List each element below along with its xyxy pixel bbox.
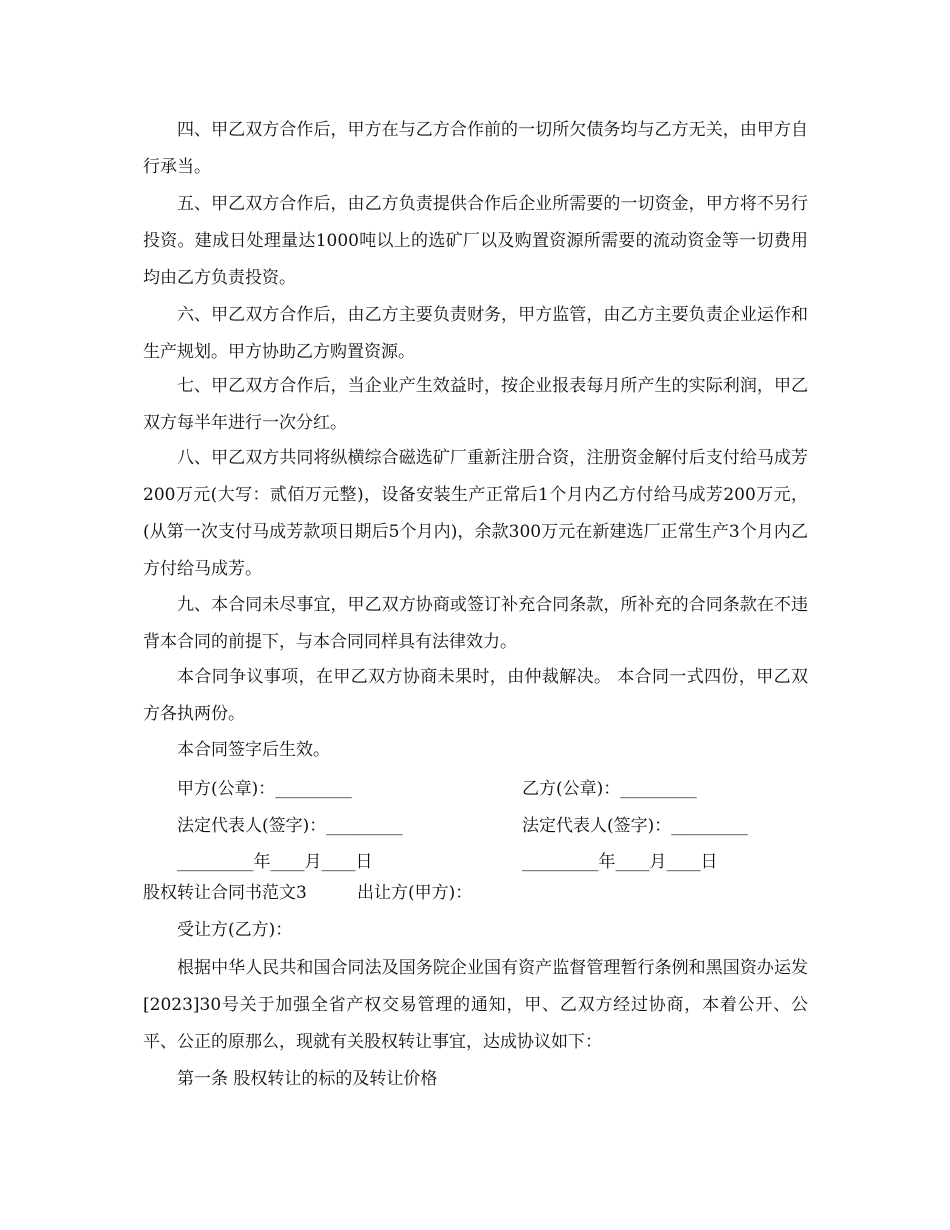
clause-eight: 八、甲乙双方共同将纵横综合磁选矿厂重新注册合资，注册资金解付后支付给马成芳200万元(大写：贰佰万元整)，设备安装生产正常后1个月内乙方付给马成芳200万元，(从第一次支付马成芳款项日期后5个月内)，余款300万元在新建选厂正常生产3个月内乙方付给马成芳。 bbox=[143, 448, 808, 579]
clause-four: 四、甲乙双方合作后，甲方在与乙方合作前的一切所欠债务均与乙方无关，由甲方自行承当。 bbox=[143, 120, 808, 177]
party-b-date-field: _________年____月____日 bbox=[522, 852, 718, 872]
party-a-seal-field: 甲方(公章)：_________ bbox=[177, 779, 352, 799]
transferor-label: 出让方(甲方)： bbox=[357, 883, 473, 903]
party-a-date-field: _________年____月____日 bbox=[177, 852, 373, 872]
party-b-representative-field: 法定代表人(签字)：_________ bbox=[522, 816, 748, 836]
sample-title: 股权转让合同书范文3 bbox=[143, 883, 307, 903]
dispute-clause: 本合同争议事项，在甲乙双方协商未果时，由仲裁解决。 本合同一式四份，甲乙双方各执两份。 bbox=[143, 667, 808, 724]
clause-six: 六、甲乙双方合作后，由乙方主要负责财务，甲方监管，由乙方主要负责企业运作和生产规划。甲方协助乙方购置资源。 bbox=[143, 305, 808, 362]
article-one-heading: 第一条 股权转让的标的及转让价格 bbox=[177, 1069, 438, 1089]
clause-seven: 七、甲乙双方合作后，当企业产生效益时，按企业报表每月所产生的实际利润，甲乙双方每半年进行一次分红。 bbox=[143, 376, 808, 433]
party-b-seal-field: 乙方(公章)：_________ bbox=[522, 779, 697, 799]
party-a-representative-field: 法定代表人(签字)：_________ bbox=[177, 816, 403, 836]
effective-clause: 本合同签字后生效。 bbox=[177, 740, 330, 760]
transferee-label: 受让方(乙方)： bbox=[177, 920, 293, 940]
basis-paragraph: 根据中华人民共和国合同法及国务院企业国有资产监督管理暂行条例和黑国资办运发[2023]30号关于加强全省产权交易管理的通知，甲、乙双方经过协商，本着公开、公平、公正的原那么，现就有关股权转让事宜，达成协议如下： bbox=[143, 958, 808, 1052]
clause-five: 五、甲乙双方合作后，由乙方负责提供合作后企业所需要的一切资金，甲方将不另行投资。建成日处理量达1000吨以上的选矿厂以及购置资源所需要的流动资金等一切费用均由乙方负责投资。 bbox=[143, 194, 808, 288]
clause-nine: 九、本合同未尽事宜，甲乙双方协商或签订补充合同条款，所补充的合同条款在不违背本合同的前提下，与本合同同样具有法律效力。 bbox=[143, 595, 808, 652]
